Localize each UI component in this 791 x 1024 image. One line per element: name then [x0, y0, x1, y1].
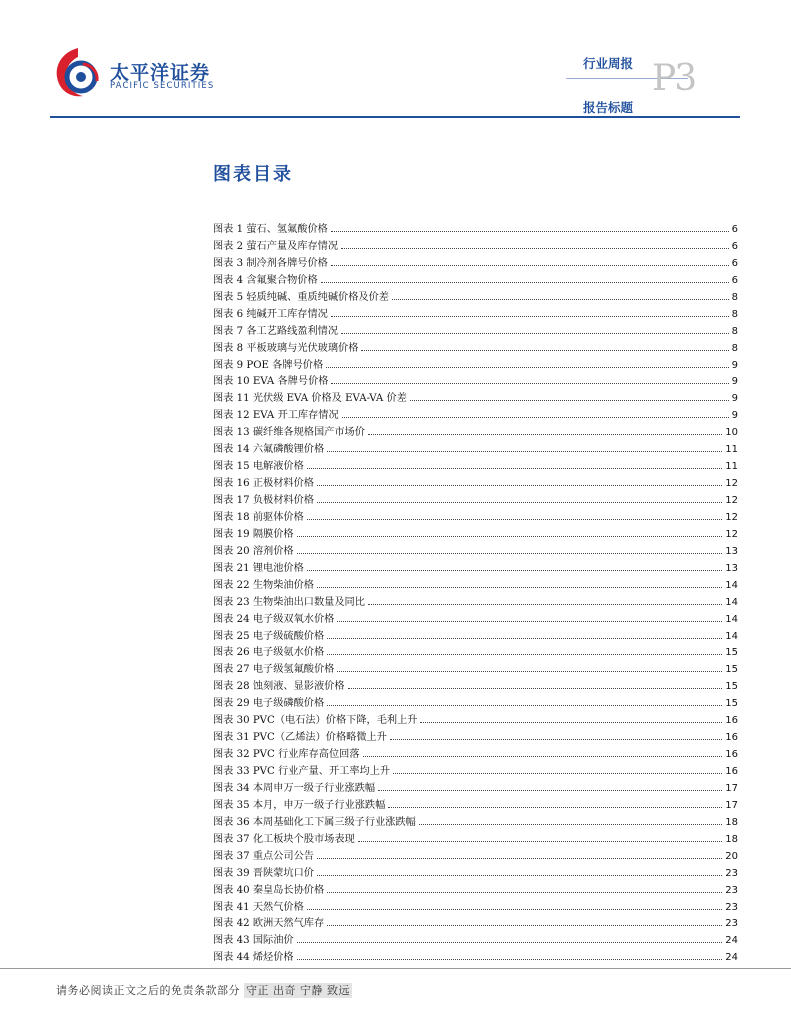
toc-entry-page: 8 — [731, 325, 738, 337]
toc-leader-dots — [378, 778, 722, 791]
toc-entry-label: 图表 37 重点公司公告 — [213, 850, 314, 862]
toc-entry-page: 9 — [731, 393, 738, 405]
brand-name-cn: 太平洋证券 — [110, 62, 211, 84]
toc-entry[interactable] — [213, 642, 738, 659]
toc-entry[interactable] — [213, 405, 738, 422]
toc-entry[interactable] — [213, 321, 738, 338]
toc-entry-label: 图表 18 前驱体价格 — [213, 511, 304, 523]
toc-entry-label: 图表 24 电子级双氧水价格 — [213, 613, 335, 625]
toc-entry[interactable] — [213, 575, 738, 592]
toc-entry-label: 图表 12 EVA 开工库存情况 — [213, 410, 339, 422]
toc-entry[interactable] — [213, 829, 738, 846]
toc-entry-label: 图表 27 电子级氢氟酸价格 — [213, 664, 335, 676]
toc-entry-page: 6 — [731, 257, 738, 269]
toc-entry[interactable] — [213, 609, 738, 626]
toc-entry[interactable] — [213, 388, 738, 405]
toc-entry-label: 图表 7 各工艺路线盈利情况 — [213, 325, 339, 337]
toc-entry-label: 图表 21 锂电池价格 — [213, 562, 304, 574]
toc-entry-label: 图表 1 萤石、氢氟酸价格 — [213, 224, 328, 235]
toc-entry-page: 20 — [725, 850, 738, 862]
toc-entry[interactable] — [213, 355, 738, 372]
toc-leader-dots — [361, 338, 728, 351]
toc-entry-label: 图表 15 电解液价格 — [213, 461, 304, 473]
toc-leader-dots — [317, 575, 722, 588]
toc-entry[interactable] — [213, 422, 738, 439]
toc-entry-page: 23 — [725, 867, 738, 879]
toc-entry-page: 6 — [731, 240, 738, 252]
toc-entry-label: 图表 34 本周申万一级子行业涨跌幅 — [213, 782, 376, 794]
toc-entry-page: 18 — [725, 833, 738, 845]
toc-entry-page: 11 — [725, 461, 738, 473]
toc-entry[interactable] — [213, 524, 738, 541]
toc-entry[interactable] — [213, 846, 738, 863]
toc-leader-dots — [297, 541, 723, 554]
toc-entry-page: 14 — [725, 630, 738, 642]
toc-entry[interactable] — [213, 761, 738, 778]
toc-entry[interactable] — [213, 930, 738, 947]
page-footer — [56, 982, 352, 998]
toc-entry-page: 23 — [725, 901, 738, 913]
toc-entry-page: 13 — [725, 562, 738, 574]
toc-entry-page: 8 — [731, 342, 738, 354]
toc-entry-page: 13 — [725, 545, 738, 557]
toc-entry-page: 16 — [725, 766, 738, 777]
toc-leader-dots — [410, 388, 729, 401]
header-rule — [50, 116, 740, 118]
toc-leader-dots — [327, 439, 722, 452]
company-slogan: 守正 出奇 宁静 致远 — [246, 984, 350, 997]
toc-entry-page: 8 — [731, 308, 738, 320]
toc-entry-page: 9 — [731, 410, 738, 422]
toc-entry[interactable] — [213, 473, 738, 490]
toc-leader-dots — [393, 761, 722, 774]
toc-entry-label: 图表 33 PVC 行业产量、开工率均上升 — [213, 766, 391, 777]
toc-leader-dots — [321, 270, 729, 283]
toc-leader-dots — [307, 456, 723, 469]
toc-entry-page: 6 — [731, 274, 738, 286]
toc-leader-dots — [317, 490, 722, 503]
toc-entry[interactable] — [213, 947, 738, 964]
toc-leader-dots — [368, 592, 722, 605]
toc-entry-page: 16 — [725, 749, 738, 761]
toc-entry-page: 8 — [731, 291, 738, 303]
toc-entry-page: 9 — [731, 376, 738, 388]
toc-leader-dots — [392, 287, 729, 300]
toc-entry-page: 15 — [725, 647, 738, 659]
toc-entry-label: 图表 41 天然气价格 — [213, 901, 304, 913]
toc-leader-dots — [420, 710, 722, 723]
toc-entry-label: 图表 32 PVC 行业库存高位回落 — [213, 749, 360, 761]
toc-leader-dots — [348, 676, 723, 689]
toc-leader-dots — [297, 524, 723, 537]
page-number: P3 — [652, 58, 696, 99]
toc-entry-page: 16 — [725, 732, 738, 744]
toc-leader-dots — [358, 829, 723, 842]
toc-entry-label: 图表 13 碳纤维各规格国产市场价 — [213, 427, 365, 439]
toc-leader-dots — [297, 930, 723, 943]
toc-entry-label: 图表 40 秦皇岛长协价格 — [213, 884, 325, 896]
toc-entry-label: 图表 8 平板玻璃与光伏玻璃价格 — [213, 342, 359, 354]
toc-entry-page: 24 — [725, 935, 738, 947]
toc-leader-dots — [337, 659, 722, 672]
toc-entry-page: 24 — [725, 952, 738, 964]
toc-entry[interactable] — [213, 693, 738, 710]
toc-entry-label: 图表 11 光伏级 EVA 价格及 EVA-VA 价差 — [213, 393, 407, 405]
toc-entry[interactable] — [213, 304, 738, 321]
toc-entry[interactable] — [213, 812, 738, 829]
toc-leader-dots — [337, 609, 722, 622]
toc-entry[interactable] — [213, 727, 738, 744]
toc-entry-label: 图表 43 国际油价 — [213, 935, 294, 947]
toc-entry[interactable] — [213, 287, 738, 304]
toc-entry-label: 图表 19 隔膜价格 — [213, 528, 294, 540]
toc-entry-page: 12 — [725, 511, 738, 523]
toc-leader-dots — [341, 236, 729, 249]
toc-entry[interactable] — [213, 626, 738, 643]
toc-entry[interactable] — [213, 913, 738, 930]
toc-entry-label: 图表 9 POE 各牌号价格 — [213, 359, 324, 371]
toc-entry-page: 14 — [725, 596, 738, 608]
toc-leader-dots — [327, 880, 722, 893]
toc-entry-page: 17 — [725, 782, 738, 794]
toc-leader-dots — [388, 795, 722, 808]
toc-leader-dots — [307, 897, 723, 910]
toc-leader-dots — [317, 846, 722, 859]
toc-entry-page: 12 — [725, 495, 738, 506]
toc-leader-dots — [342, 405, 729, 418]
toc-entry[interactable] — [213, 507, 738, 524]
toc-entry[interactable] — [213, 558, 738, 575]
toc-leader-dots — [327, 626, 722, 639]
toc-entry-page: 17 — [725, 799, 738, 811]
toc-entry[interactable] — [213, 676, 738, 693]
toc-leader-dots — [307, 507, 723, 520]
toc-entry-label: 图表 44 烯烃价格 — [213, 952, 294, 964]
pacific-securities-logo-icon — [52, 44, 104, 100]
toc-entry-label: 图表 22 生物柴油价格 — [213, 579, 314, 591]
toc-leader-dots — [390, 727, 722, 740]
toc-entry-page: 6 — [731, 224, 738, 235]
toc-entry-page: 15 — [725, 698, 738, 710]
toc-entry-label: 图表 31 PVC（乙烯法）价格略微上升 — [213, 732, 387, 744]
toc-entry-page: 15 — [725, 681, 738, 693]
toc-entry[interactable] — [213, 439, 738, 456]
toc-leader-dots — [307, 558, 723, 571]
toc-entry-label: 图表 35 本月，申万一级子行业涨跌幅 — [213, 799, 386, 811]
toc-entry-label: 图表 4 含氟聚合物价格 — [213, 274, 318, 286]
toc-leader-dots — [341, 321, 729, 334]
disclaimer-text: 请务必阅读正文之后的免责条款部分 — [56, 984, 240, 997]
toc-entry-label: 图表 29 电子级磷酸价格 — [213, 698, 325, 710]
toc-entry-label: 图表 23 生物柴油出口数量及同比 — [213, 596, 365, 608]
toc-entry-page: 14 — [725, 613, 738, 625]
toc-entry-label: 图表 28 蚀刻液、显影液价格 — [213, 681, 345, 693]
toc-entry-page: 12 — [725, 478, 738, 490]
toc-entry-label: 图表 26 电子级氨水价格 — [213, 647, 325, 659]
toc-leader-dots — [326, 355, 728, 368]
toc-entry[interactable] — [213, 541, 738, 558]
toc-entry-label: 图表 5 轻质纯碱、重质纯碱价格及价差 — [213, 291, 389, 303]
toc-leader-dots — [317, 863, 722, 876]
toc-entry[interactable] — [213, 778, 738, 795]
toc-entry[interactable] — [213, 270, 738, 287]
toc-entry[interactable] — [213, 490, 738, 507]
toc-entry[interactable] — [213, 592, 738, 609]
toc-title: 图表目录 — [213, 164, 293, 185]
toc-entry-label: 图表 39 晋陕蒙坑口价 — [213, 867, 314, 879]
toc-entry-label: 图表 6 纯碱开工库存情况 — [213, 308, 328, 320]
toc-entry-label: 图表 2 萤石产量及库存情况 — [213, 240, 339, 252]
toc-entry-page: 23 — [725, 884, 738, 896]
toc-entry[interactable] — [213, 219, 738, 236]
toc-entry-label: 图表 37 化工板块个股市场表现 — [213, 833, 355, 845]
toc-leader-dots — [327, 913, 722, 926]
toc-leader-dots — [363, 744, 723, 757]
toc-entry-page: 16 — [725, 715, 738, 727]
toc-entry-label: 图表 17 负极材料价格 — [213, 495, 314, 506]
toc-entry-page: 10 — [725, 427, 738, 439]
toc-entry-label: 图表 30 PVC（电石法）价格下降，毛利上升 — [213, 715, 418, 727]
toc-entry-page: 15 — [725, 664, 738, 676]
toc-entry-page: 23 — [725, 918, 738, 930]
toc-leader-dots — [327, 642, 722, 655]
toc-entry[interactable] — [213, 897, 738, 914]
toc-leader-dots — [368, 422, 722, 435]
toc-entry[interactable] — [213, 456, 738, 473]
toc-entry-label: 图表 20 溶剂价格 — [213, 545, 294, 557]
brand-name-en: PACIFIC SECURITIES — [110, 81, 215, 91]
toc-entry-label: 图表 42 欧洲天然气库存 — [213, 918, 325, 930]
toc-leader-dots — [317, 473, 722, 486]
toc-leader-dots — [331, 253, 729, 266]
toc-entry[interactable] — [213, 253, 738, 270]
toc-entry[interactable] — [213, 863, 738, 880]
toc-entry-page: 9 — [731, 359, 738, 371]
toc-entry-label: 图表 3 制冷剂各牌号价格 — [213, 257, 328, 269]
toc-entry[interactable] — [213, 371, 738, 388]
toc-entry-page: 11 — [725, 444, 738, 456]
table-of-figures — [213, 219, 738, 964]
toc-entry-page: 12 — [725, 528, 738, 540]
toc-entry-label: 图表 36 本周基础化工下属三级子行业涨跌幅 — [213, 816, 416, 828]
toc-leader-dots — [331, 304, 729, 317]
toc-entry-label: 图表 10 EVA 各牌号价格 — [213, 376, 329, 388]
report-type: 行业周报 — [583, 56, 634, 71]
toc-leader-dots — [297, 947, 723, 960]
toc-entry[interactable] — [213, 338, 738, 355]
toc-entry-label: 图表 16 正极材料价格 — [213, 478, 314, 490]
toc-entry-label: 图表 25 电子级硫酸价格 — [213, 630, 325, 642]
page-header — [0, 0, 791, 118]
toc-leader-dots — [419, 812, 722, 825]
toc-entry[interactable] — [213, 659, 738, 676]
toc-leader-dots — [327, 693, 722, 706]
toc-entry[interactable] — [213, 236, 738, 253]
toc-leader-dots — [331, 371, 728, 384]
toc-entry[interactable] — [213, 795, 738, 812]
toc-entry-page: 14 — [725, 579, 738, 591]
footer-rule — [0, 968, 791, 969]
report-title: 报告标题 — [583, 100, 634, 115]
toc-entry-page: 18 — [725, 816, 738, 828]
toc-entry-label: 图表 14 六氟磷酸锂价格 — [213, 444, 325, 456]
toc-leader-dots — [331, 219, 729, 232]
toc-entry[interactable] — [213, 880, 738, 897]
toc-entry[interactable] — [213, 744, 738, 761]
toc-entry[interactable] — [213, 710, 738, 727]
